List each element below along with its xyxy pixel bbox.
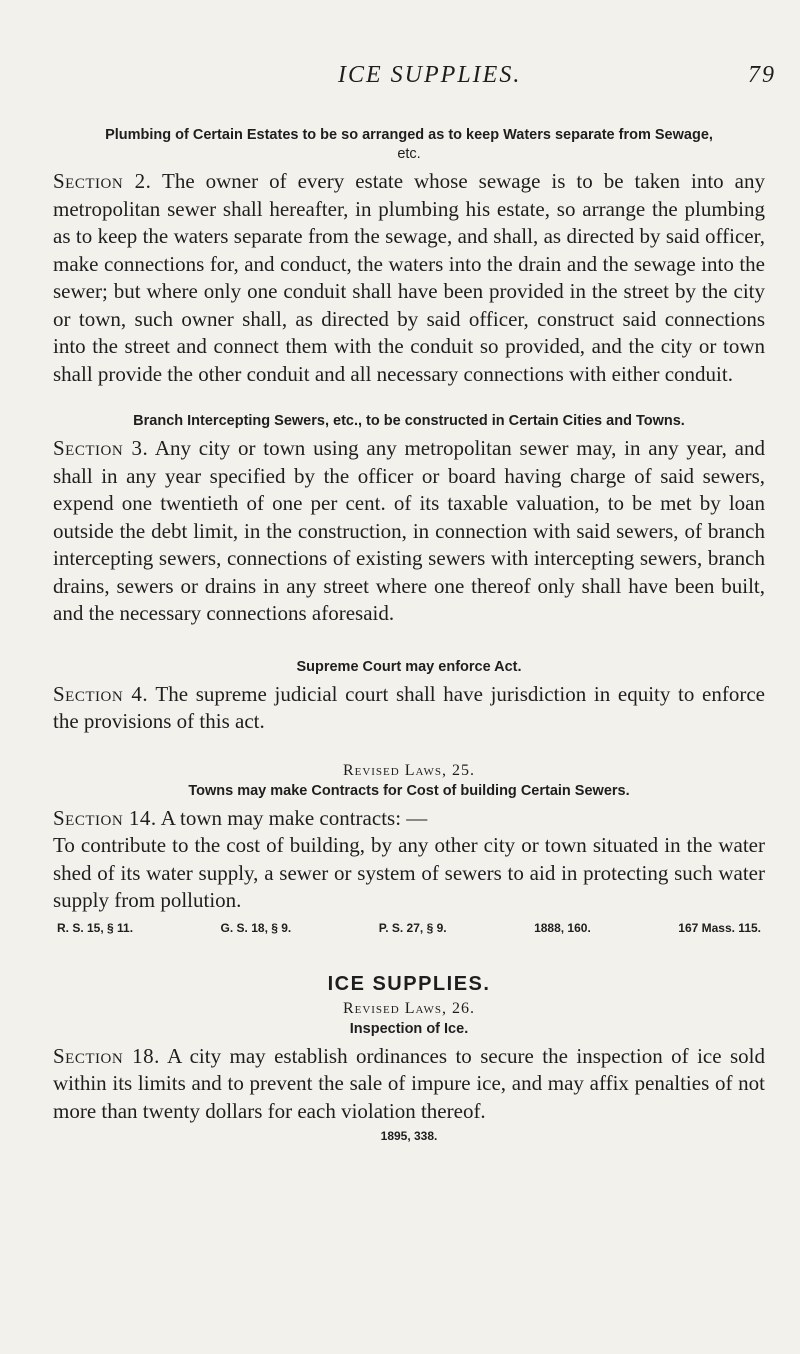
revised-laws-26: Revised Laws, 26. xyxy=(342,999,476,1017)
section-18-label: Section 18. xyxy=(53,1043,160,1068)
page-body xyxy=(53,126,765,1143)
section-4-text: The supreme judicial court shall have jurisdiction in equity to enforce the provisions of this act. xyxy=(53,681,766,733)
section-heading-inspection-ice: Inspection of Ice. xyxy=(349,1020,469,1037)
section-14-text: A town may make contracts: — xyxy=(156,805,428,830)
section-4-label: Section 4. xyxy=(53,681,149,706)
citation-1895: 1895, 338. xyxy=(380,1129,438,1143)
citation: P. S. 27, § 9. xyxy=(378,920,447,935)
section-heading-towns-contracts: Towns may make Contracts for Cost of building Certain Sewers. xyxy=(188,782,630,799)
section-14-label: Section 14. xyxy=(53,805,157,830)
citation: R. S. 15, § 11. xyxy=(57,920,134,935)
section-14-body: To contribute to the cost of building, by any other city or town situated in the water shed of its water supply, a sewer or system of sewers to aid in protecting such water supply from pollution. xyxy=(53,833,765,912)
section-3-text: Any city or town using any metropolitan sewer may, in any year, and shall in any year specified by the officer or board having charge of said sewers, expend one twentieth of one per cent. of its taxable valuation, to be met by loan outside the debt limit, in the construction, in connection with said sewers, of branch intercepting sewers, connections of existing sewers with intercepting sewers, branch drains, sewers or drains in any street where one thereof only shall have been built, and the necessary connections aforesaid. xyxy=(53,436,765,625)
section-3-paragraph xyxy=(53,435,765,628)
section-heading-branch: Branch Intercepting Sewers, etc., to be constructed in Certain Cities and Towns. xyxy=(133,413,685,429)
section-18-text: A city may establish ordinances to secure the inspection of ice sold within its limits and to prevent the sale of impure ice, and may affix penalties of not more than twenty dollars for each violation thereof. xyxy=(53,1043,765,1123)
section-heading-plumbing: Plumbing of Certain Estates to be so arranged as to keep Waters separate from Sewage, etc. xyxy=(105,127,713,162)
section-14-paragraph xyxy=(53,805,765,833)
section-2-paragraph xyxy=(53,168,765,388)
citation: 167 Mass. 115. xyxy=(678,920,761,935)
section-2-label: Section 2. xyxy=(53,169,152,193)
running-head-title: ICE SUPPLIES. xyxy=(338,62,522,88)
section-heading-supreme-court: Supreme Court may enforce Act. xyxy=(296,658,522,675)
section-3-label: Section 3. xyxy=(53,436,149,460)
revised-laws-25: Revised Laws, 25. xyxy=(342,761,476,779)
section-4-paragraph xyxy=(53,681,765,736)
page-number: 79 xyxy=(748,62,776,88)
citation: G. S. 18, § 9. xyxy=(220,920,292,935)
citations-row xyxy=(53,921,765,935)
citation: 1888, 160. xyxy=(534,920,591,935)
section-18-paragraph xyxy=(53,1043,765,1126)
section-2-text: The owner of every estate whose sewage is to be taken into any metropolitan sewer shall hereafter, in plumbing his estate, so arrange the plumbing as to keep the waters separate from the sewage, and shall, as directed by said officer, make connections for, and conduct, the waters into the drain and the sewage into the sewer; but where only one conduit shall have been provided in the street by the city or town, such owner shall, as directed by said officer, construct said connections into the street and connect them with the conduit so provided, and the city or town shall provide the other conduit and all necessary connections with either conduit. xyxy=(53,169,765,386)
chapter-title-ice-supplies: ICE SUPPLIES. xyxy=(327,972,491,995)
